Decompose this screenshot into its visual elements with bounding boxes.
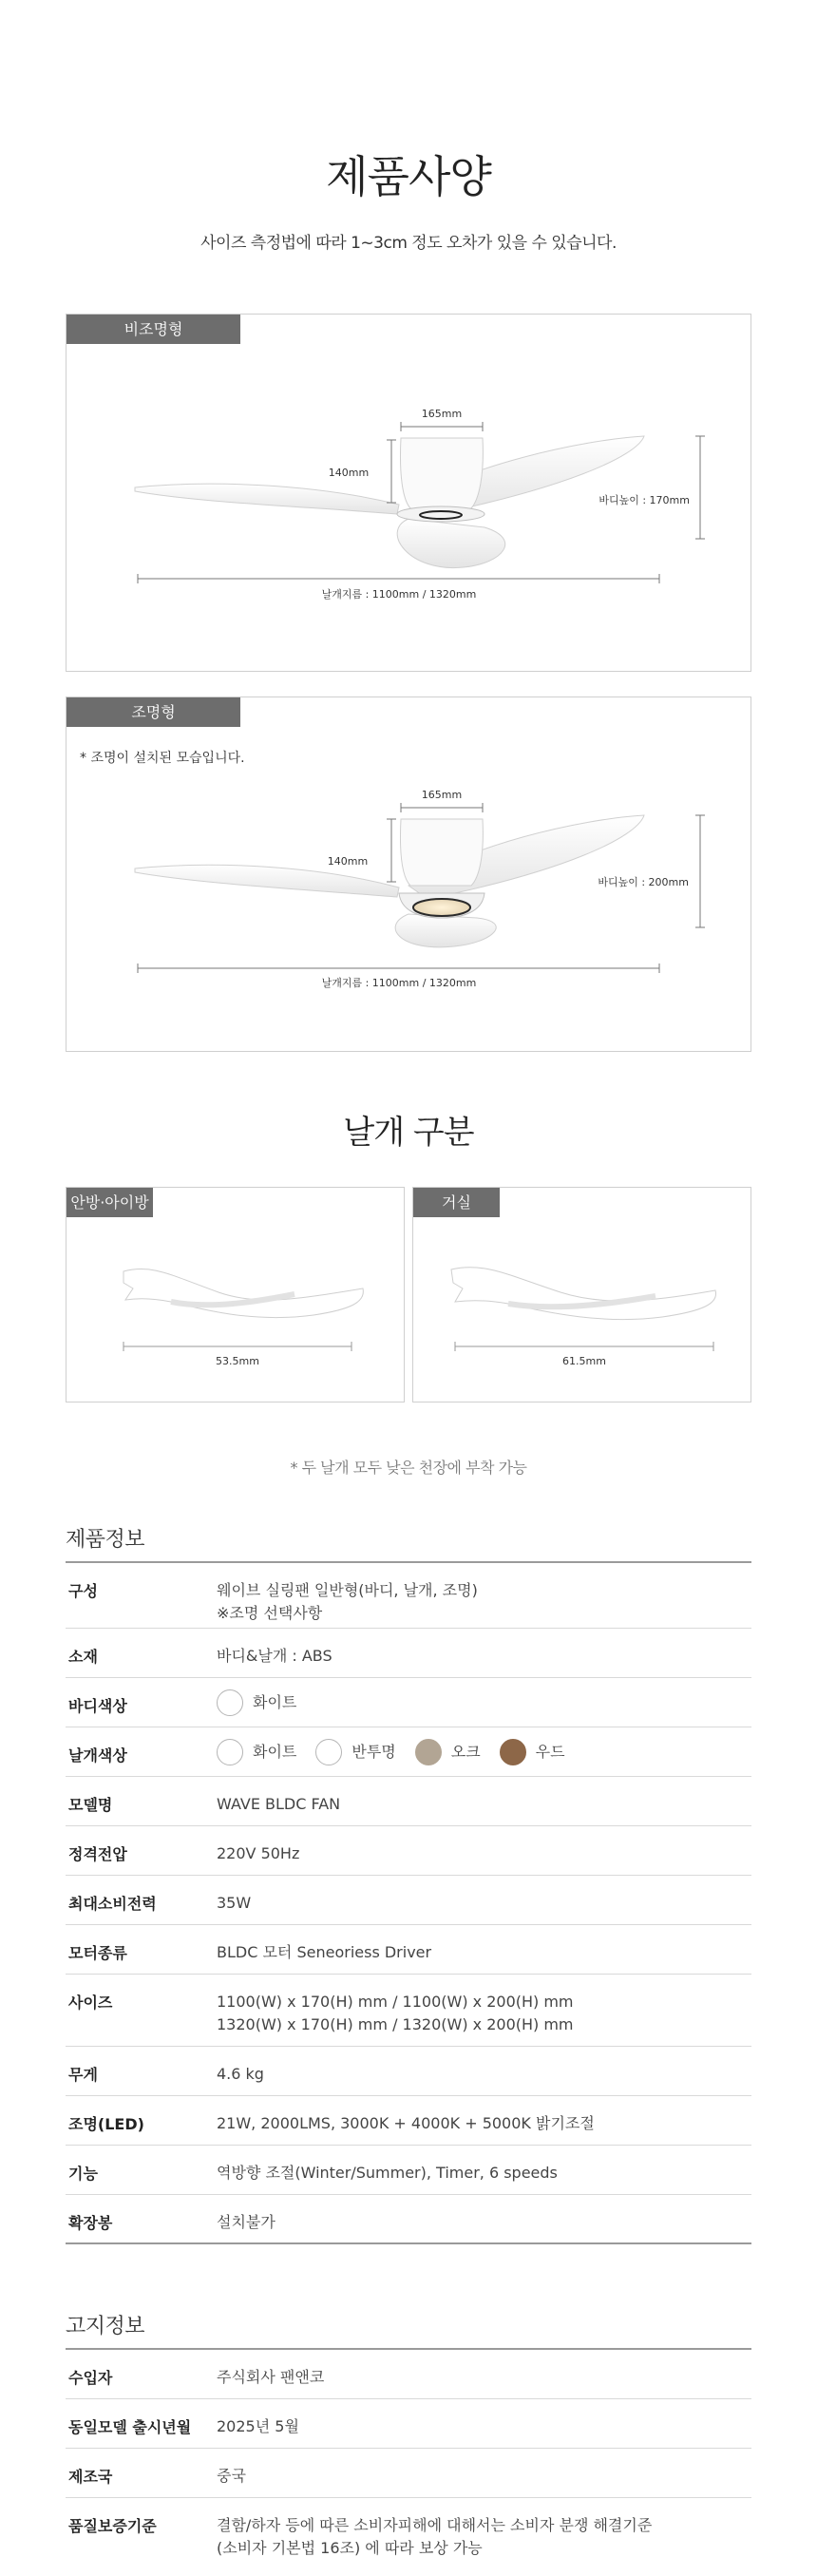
- row-value: 4.6 kg: [217, 2065, 264, 2083]
- table-row-power: [66, 1876, 751, 1925]
- blade-left: [135, 865, 399, 897]
- table-row-led: [66, 2096, 751, 2146]
- table-row-blade-color: [66, 1727, 751, 1777]
- row-value: 21W, 2000LMS, 3000K + 4000K + 5000K 밝기조절: [217, 2114, 595, 2132]
- diagram-light-tag: 조명형: [66, 697, 240, 727]
- value-line: 결함/하자 등에 따른 소비자피해에 대해서는 소비자 분쟁 해결기준: [217, 2516, 653, 2534]
- blade-small-drawing: [66, 1188, 406, 1403]
- blade-shape: [124, 1269, 363, 1317]
- row-value: 220V 50Hz: [217, 1844, 300, 1862]
- row-key: 바디색상: [68, 1697, 127, 1715]
- row-key: 모터종류: [68, 1944, 127, 1962]
- led-light: [413, 899, 470, 916]
- color-label: 오크: [450, 1742, 481, 1761]
- table-row-composition: [66, 1563, 751, 1629]
- row-value: 역방향 조절(Winter/Summer), Timer, 6 speeds: [217, 2164, 558, 2182]
- product-info-title: 제품정보: [66, 1528, 145, 1552]
- blade-shape: [451, 1268, 716, 1320]
- table-row-weight: [66, 2047, 751, 2096]
- table-row-body-color: [66, 1678, 751, 1727]
- blades-note: * 두 날개 모두 낮은 천장에 부착 가능: [290, 1459, 527, 1477]
- dim-top-label: 165mm: [421, 789, 463, 801]
- row-value: [217, 2498, 751, 2570]
- blades-title: 날개 구분: [343, 1114, 474, 1152]
- dim-left-label: 140mm: [328, 467, 370, 479]
- table-row-function: [66, 2146, 751, 2195]
- row-key: 품질보증기준: [68, 2517, 157, 2535]
- table-row-warranty: [66, 2498, 751, 2570]
- value-line: (소비자 기본법 16조) 에 따라 보상 가능: [217, 2539, 483, 2557]
- value-line: 웨이브 실링팬 일반형(바디, 날개, 조명): [217, 1581, 478, 1599]
- row-key: 소재: [68, 1648, 98, 1666]
- color-label: 화이트: [253, 1742, 297, 1761]
- dim-bottom-label: 날개지름 : 1100mm / 1320mm: [321, 977, 477, 989]
- blade-small-length: 53.5mm: [216, 1355, 259, 1367]
- row-key: 날개색상: [68, 1746, 127, 1765]
- row-key: 구성: [68, 1582, 98, 1600]
- row-key: 조명(LED): [68, 2115, 144, 2133]
- table-row-extension: [66, 2195, 751, 2244]
- dim-right-label: 바디높이 : 170mm: [598, 494, 690, 506]
- color-chip: [500, 1739, 565, 1765]
- color-label: 화이트: [253, 1692, 297, 1711]
- row-value: 중국: [217, 2467, 246, 2485]
- table-row-size: [66, 1975, 751, 2047]
- product-info-table: [66, 1561, 751, 2244]
- blade-front: [395, 914, 496, 947]
- row-key: 기능: [68, 2165, 98, 2183]
- light-note: * 조명이 설치된 모습입니다.: [80, 751, 245, 766]
- row-value: [217, 1678, 751, 1727]
- color-chip: [217, 1739, 296, 1765]
- row-key: 확장봉: [68, 2214, 113, 2232]
- table-row-material: [66, 1629, 751, 1678]
- row-value: 바디&날개 : ABS: [217, 1647, 332, 1665]
- value-line: 1100(W) x 170(H) mm / 1100(W) x 200(H) mm: [217, 1993, 574, 2011]
- color-swatch: [217, 1739, 243, 1765]
- blade-card-large-tag: 거실: [413, 1188, 500, 1217]
- dim-left-label: 140mm: [327, 855, 369, 868]
- color-chip: [415, 1739, 481, 1765]
- fan-body: [400, 819, 483, 886]
- notice-info-table: [66, 2348, 751, 2570]
- blade-large-length: 61.5mm: [562, 1355, 606, 1367]
- dim-top-label: 165mm: [421, 408, 463, 420]
- row-key: 사이즈: [68, 1994, 113, 2012]
- blade-front: [397, 519, 505, 568]
- blade-large-drawing: [413, 1188, 752, 1403]
- table-row-motor: [66, 1925, 751, 1975]
- row-key: 수입자: [68, 2369, 113, 2387]
- color-swatch: [315, 1739, 342, 1765]
- row-value: BLDC 모터 Seneoriess Driver: [217, 1943, 432, 1961]
- row-value: 35W: [217, 1894, 252, 1912]
- color-chip: [217, 1689, 296, 1716]
- blade-card-large: [412, 1187, 751, 1402]
- table-row-origin: [66, 2449, 751, 2498]
- diagram-plain-box: [66, 314, 751, 672]
- row-key: 정격전압: [68, 1845, 127, 1863]
- color-chip: [315, 1739, 395, 1765]
- page-subtitle: 사이즈 측정법에 따라 1~3cm 정도 오차가 있을 수 있습니다.: [200, 234, 617, 253]
- dim-right-label: 바디높이 : 200mm: [598, 876, 689, 888]
- dim-bottom-label: 날개지름 : 1100mm / 1320mm: [321, 588, 477, 601]
- row-value: WAVE BLDC FAN: [217, 1795, 341, 1813]
- notice-info-title: 고지정보: [66, 2315, 145, 2338]
- color-swatch: [217, 1689, 243, 1716]
- fan-body: [400, 438, 483, 508]
- row-key: 제조국: [68, 2468, 113, 2486]
- row-key: 모델명: [68, 1796, 113, 1814]
- color-swatch: [415, 1739, 442, 1765]
- row-value: 2025년 5월: [217, 2417, 299, 2435]
- value-line: ※조명 선택사항: [217, 1604, 323, 1622]
- row-key: 무게: [68, 2066, 98, 2084]
- table-row-importer: [66, 2350, 751, 2399]
- blade-card-small: [66, 1187, 405, 1402]
- table-row-release-date: [66, 2399, 751, 2449]
- blade-card-small-tag: 안방·아이방: [66, 1188, 153, 1217]
- row-value: 주식회사 팬앤코: [217, 2368, 325, 2386]
- color-swatch: [500, 1739, 526, 1765]
- page-title: 제품사양: [326, 151, 491, 202]
- value-line: 1320(W) x 170(H) mm / 1320(W) x 200(H) mm: [217, 2015, 574, 2033]
- row-value: [217, 1975, 751, 2046]
- diagram-light-box: [66, 696, 751, 1052]
- fan-plain-drawing: [66, 315, 752, 673]
- diagram-plain-tag: 비조명형: [66, 315, 240, 344]
- color-label: 반투명: [352, 1742, 396, 1761]
- table-row-model: [66, 1777, 751, 1826]
- row-key: 최대소비전력: [68, 1895, 157, 1913]
- row-value: [217, 1727, 751, 1776]
- row-key: 동일모델 출시년월: [68, 2418, 192, 2436]
- color-label: 우드: [535, 1742, 565, 1761]
- row-value: [217, 1563, 751, 1628]
- blade-left: [135, 484, 399, 514]
- row-value: 설치불가: [217, 2213, 276, 2231]
- table-row-voltage: [66, 1826, 751, 1876]
